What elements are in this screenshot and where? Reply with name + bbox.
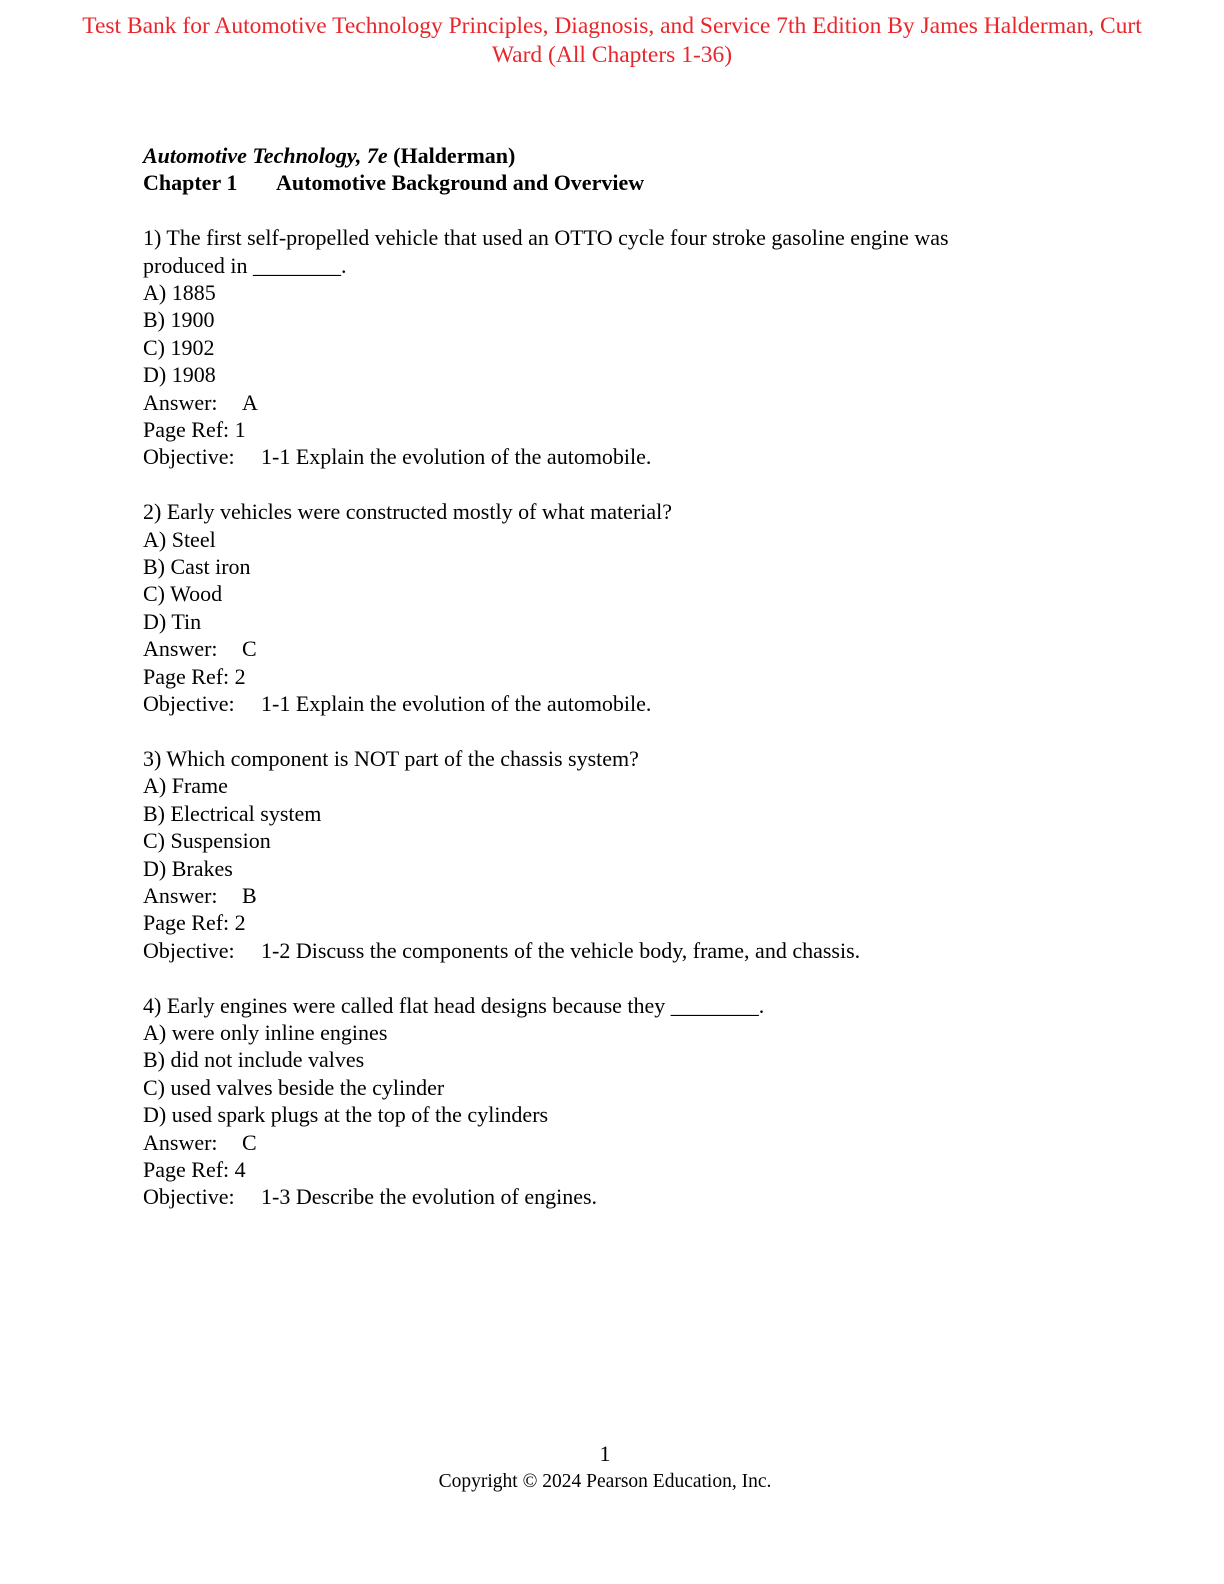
objective-line [143, 690, 1143, 717]
option-a: A) were only inline engines [143, 1019, 388, 1045]
answer-label: Answer: [143, 636, 218, 662]
question-4 [143, 992, 1143, 1211]
option-d: D) used spark plugs at the top of the cylinders [143, 1102, 549, 1128]
option-a: A) Steel [143, 526, 216, 552]
objective-label: Objective: [143, 444, 235, 470]
answer-label: Answer: [143, 1129, 218, 1155]
option-b: B) Electrical system [143, 800, 322, 826]
option-b: B) Cast iron [143, 554, 251, 580]
page-ref: Page Ref: 2 [143, 663, 246, 689]
objective-value: 1-2 Discuss the components of the vehicle body, frame, and chassis. [261, 937, 861, 963]
question-3 [143, 745, 1143, 964]
option-d: D) 1908 [143, 362, 216, 388]
option-d: D) Brakes [143, 855, 233, 881]
question-stem: 4) Early engines were called flat head designs because they ________. [143, 992, 765, 1018]
objective-label: Objective: [143, 691, 235, 717]
answer-line [143, 1129, 1143, 1156]
chapter-number: Chapter 1 [143, 170, 238, 196]
answer-label: Answer: [143, 389, 218, 415]
question-1 [143, 224, 1143, 471]
answer-line [143, 389, 1143, 416]
objective-line [143, 443, 1143, 470]
page-ref: Page Ref: 1 [143, 417, 246, 443]
question-stem-continued: produced in ________. [143, 252, 347, 278]
book-author: (Halderman) [393, 143, 516, 168]
page-ref: Page Ref: 2 [143, 910, 246, 936]
option-a: A) 1885 [143, 280, 216, 306]
answer-value: A [242, 389, 258, 415]
page-number: 1 [599, 1441, 611, 1466]
option-c: C) 1902 [143, 334, 215, 360]
answer-value: C [242, 1129, 257, 1155]
question-stem: 1) The first self-propelled vehicle that used an OTTO cycle four stroke gasoline engine was [143, 225, 949, 251]
objective-value: 1-1 Explain the evolution of the automobile. [261, 444, 652, 470]
copyright-notice: Copyright © 2024 Pearson Education, Inc. [438, 1471, 772, 1492]
banner-line-2: Ward (All Chapters 1-36) [491, 42, 733, 68]
banner-line-1: Test Bank for Automotive Technology Principles, Diagnosis, and Service 7th Edition By James Halderman, Curt [82, 13, 1142, 39]
option-a: A) Frame [143, 773, 228, 799]
objective-line [143, 937, 1143, 964]
chapter-heading [143, 169, 1143, 196]
objective-label: Objective: [143, 937, 235, 963]
document-banner [40, 12, 1184, 70]
answer-label: Answer: [143, 882, 218, 908]
page-ref: Page Ref: 4 [143, 1156, 246, 1182]
answer-line [143, 882, 1143, 909]
answer-value: B [242, 882, 257, 908]
objective-value: 1-1 Explain the evolution of the automobile. [261, 691, 652, 717]
objective-label: Objective: [143, 1184, 235, 1210]
option-b: B) did not include valves [143, 1047, 365, 1073]
page-content [143, 142, 1143, 1211]
option-b: B) 1900 [143, 307, 215, 333]
option-c: C) used valves beside the cylinder [143, 1074, 445, 1100]
chapter-title: Automotive Background and Overview [276, 170, 645, 196]
option-d: D) Tin [143, 608, 202, 634]
question-stem: 3) Which component is NOT part of the chassis system? [143, 745, 639, 771]
book-title: Automotive Technology, 7e [143, 143, 388, 168]
book-heading [143, 142, 1143, 169]
option-c: C) Suspension [143, 828, 271, 854]
question-stem: 2) Early vehicles were constructed mostly of what material? [143, 499, 673, 525]
objective-line [143, 1183, 1143, 1210]
objective-value: 1-3 Describe the evolution of engines. [261, 1184, 598, 1210]
answer-line [143, 635, 1143, 662]
question-2 [143, 498, 1143, 717]
answer-value: C [242, 636, 257, 662]
option-c: C) Wood [143, 581, 223, 607]
